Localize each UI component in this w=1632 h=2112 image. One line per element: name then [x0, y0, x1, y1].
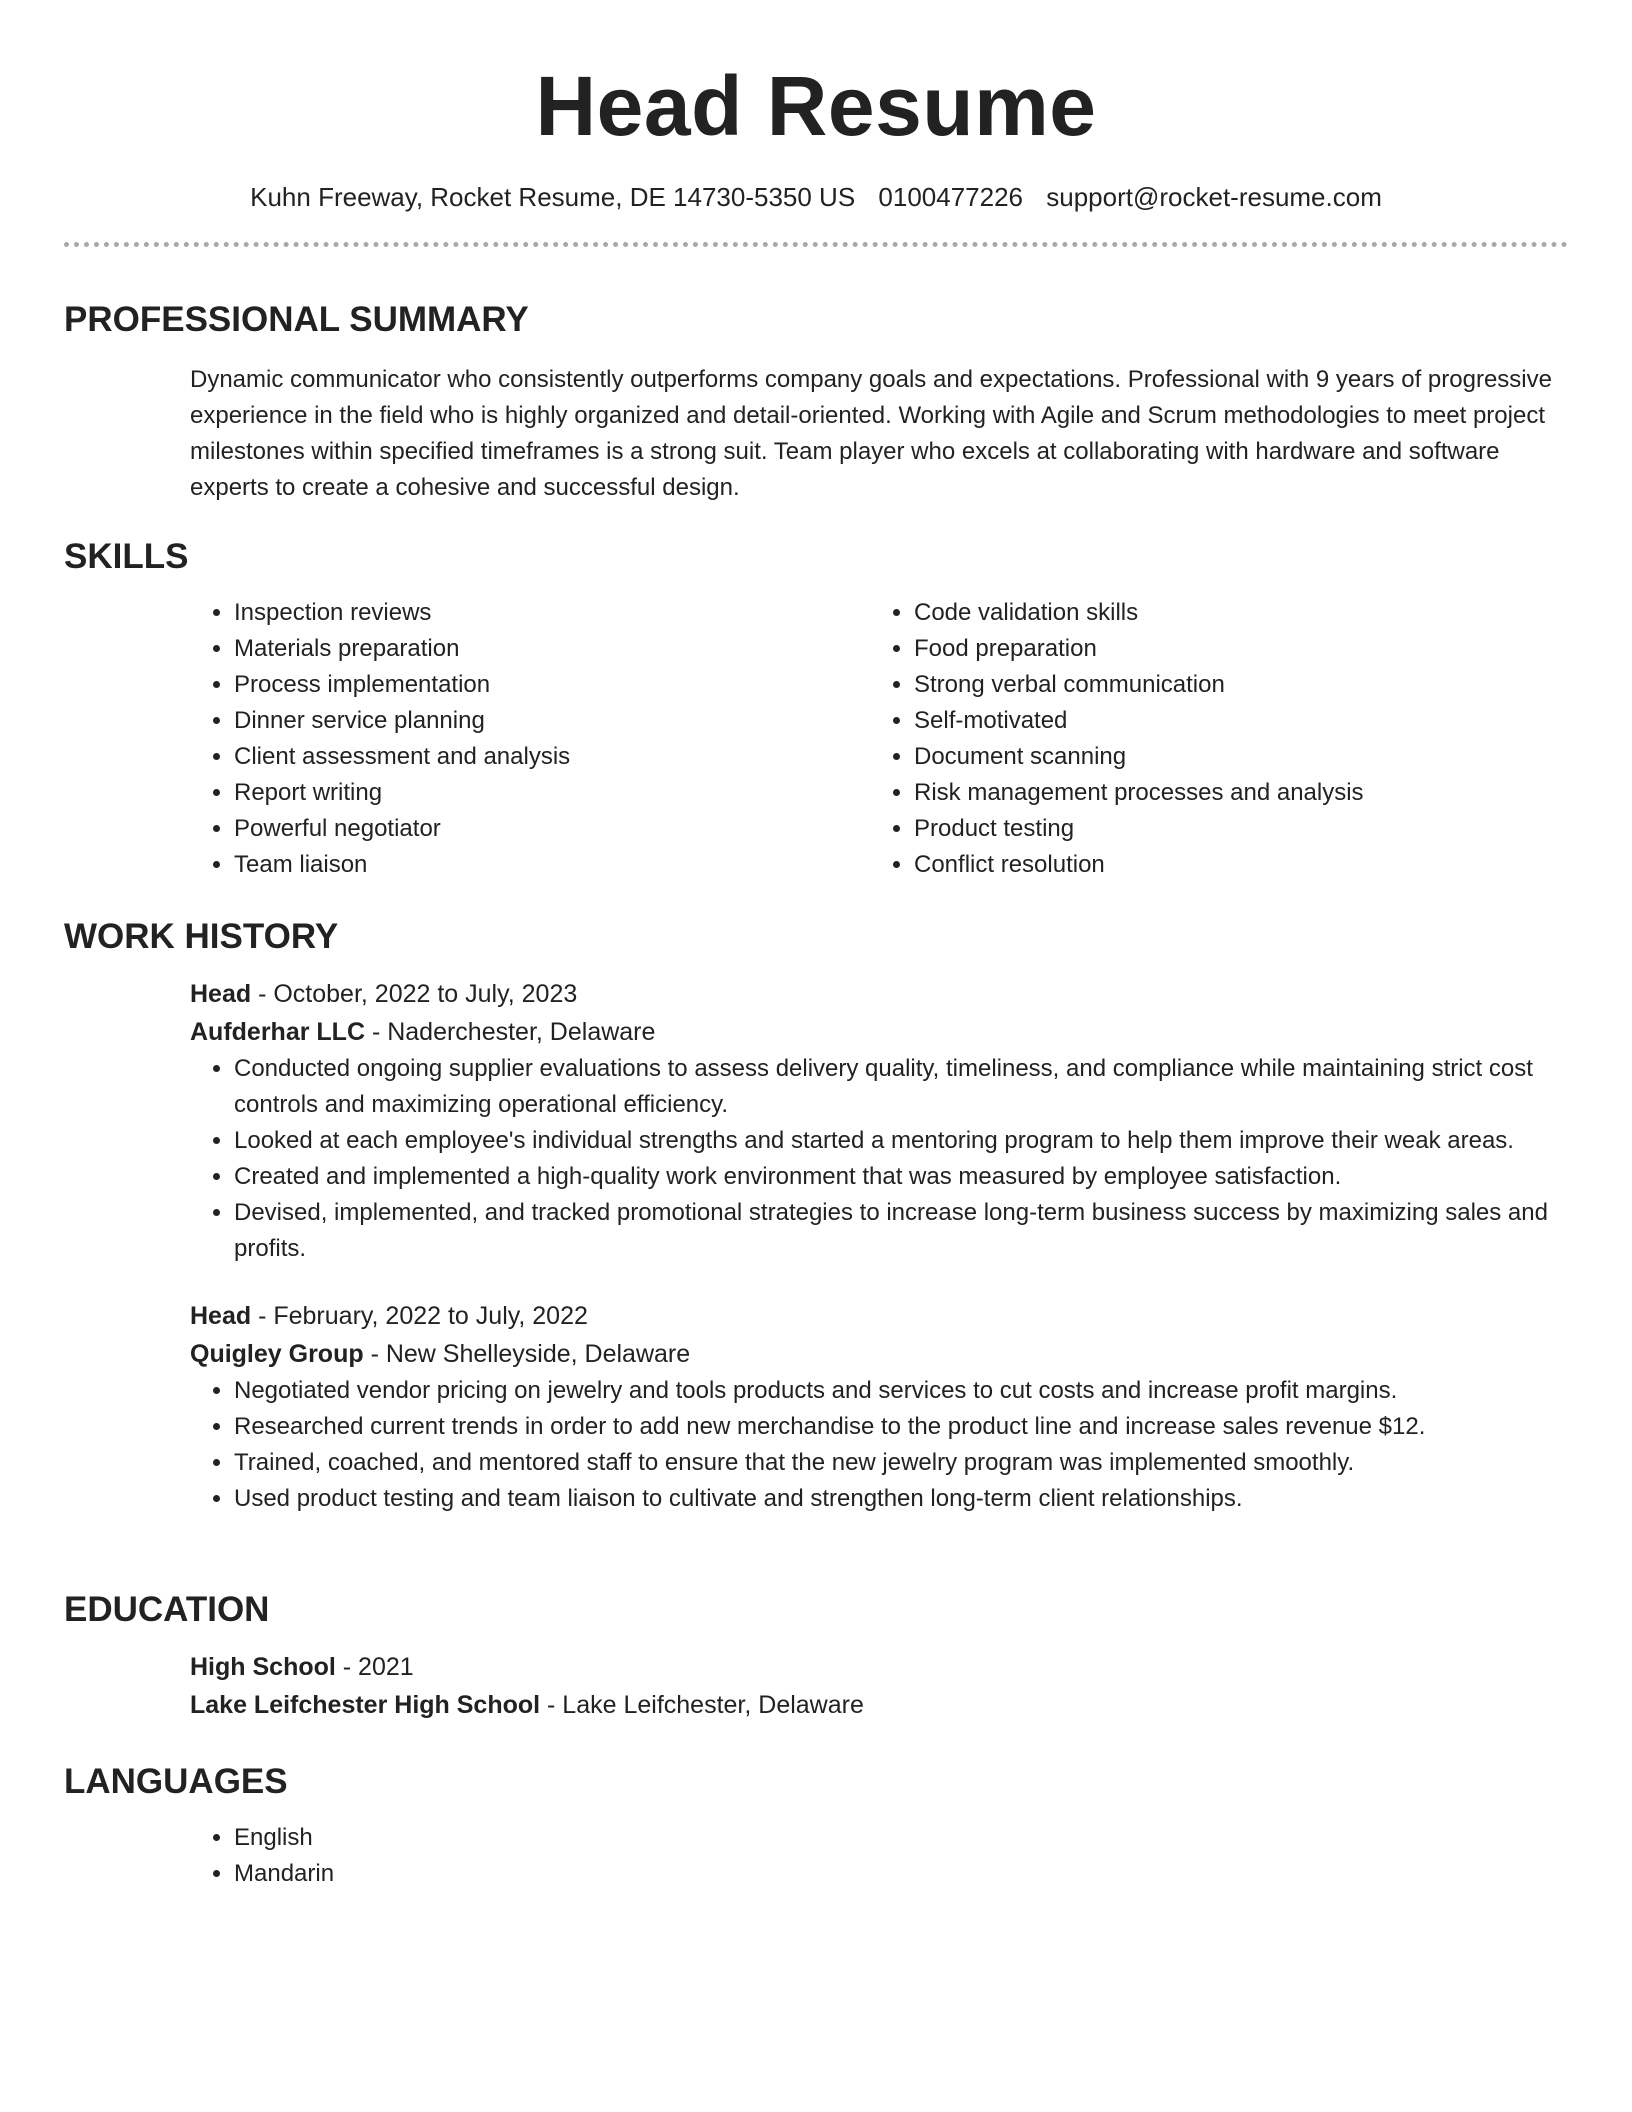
job-bullet: • Trained, coached, and mentored staff to ensure that the new jewelry program was implemented smoothly.	[234, 1445, 1568, 1481]
education-degree-line	[190, 1648, 1568, 1686]
contact-line	[64, 180, 1568, 214]
skill-item: • Document scanning	[914, 739, 1550, 775]
header-divider	[64, 242, 1568, 247]
skill-item: • Conflict resolution	[914, 847, 1550, 883]
work-heading: WORK HISTORY	[64, 917, 339, 956]
contact-email: support@rocket-resume.com	[1046, 182, 1382, 212]
job-company: Quigley Group	[190, 1340, 364, 1368]
resume-title: Head Resume	[535, 59, 1097, 153]
job-bullet: • Conducted ongoing supplier evaluations to assess delivery quality, timeliness, and compliance while maintaining strict cost controls and maximizing operational efficiency.	[234, 1051, 1568, 1123]
job-title-line	[190, 975, 1568, 1013]
job-entry-2	[190, 1297, 1568, 1517]
education-heading: EDUCATION	[64, 1590, 270, 1629]
job-bullet: • Used product testing and team liaison to cultivate and strengthen long-term client relationships.	[234, 1481, 1568, 1517]
job-bullets	[190, 1373, 1568, 1517]
job-bullets	[190, 1051, 1568, 1267]
skills-heading: SKILLS	[64, 537, 189, 576]
languages-heading: LANGUAGES	[64, 1762, 288, 1801]
resume-page	[64, 0, 1568, 1887]
skill-item: • Report writing	[234, 775, 870, 811]
skill-item: • Code validation skills	[914, 595, 1550, 631]
contact-address: Kuhn Freeway, Rocket Resume, DE 14730-5350 US	[250, 182, 856, 212]
skill-item: • Inspection reviews	[234, 595, 870, 631]
job-entry-1	[190, 975, 1568, 1267]
job-title: Head	[190, 1302, 252, 1330]
language-item: • Mandarin	[234, 1856, 1568, 1892]
summary-section	[64, 298, 1568, 506]
skills-left-column	[190, 595, 870, 883]
job-bullet: • Looked at each employee's individual strengths and started a mentoring program to help them improve their weak areas.	[234, 1123, 1568, 1159]
language-item: • English	[234, 1820, 1568, 1856]
skills-right-column	[870, 595, 1550, 883]
skill-item: • Client assessment and analysis	[234, 739, 870, 775]
job-bullet: • Created and implemented a high-quality work environment that was measured by employee satisfaction.	[234, 1159, 1568, 1195]
education-section	[64, 1588, 1568, 1724]
skills-columns	[190, 595, 1568, 883]
job-company: Aufderhar LLC	[190, 1018, 365, 1046]
skill-item: • Materials preparation	[234, 631, 870, 667]
job-bullet: • Devised, implemented, and tracked promotional strategies to increase long-term business success by maximizing sales and profits.	[234, 1195, 1568, 1267]
job-location: - New Shelleyside, Delaware	[363, 1340, 691, 1368]
education-entry	[190, 1648, 1568, 1724]
skill-item: • Product testing	[914, 811, 1550, 847]
education-year: - 2021	[335, 1653, 414, 1681]
job-dates: - February, 2022 to July, 2022	[251, 1302, 588, 1330]
education-degree: High School	[190, 1653, 336, 1681]
summary-heading: PROFESSIONAL SUMMARY	[64, 300, 529, 339]
skill-item: • Self-motivated	[914, 703, 1550, 739]
skill-item: • Team liaison	[234, 847, 870, 883]
contact-phone: 0100477226	[878, 182, 1024, 212]
skill-item: • Strong verbal communication	[914, 667, 1550, 703]
summary-text: Dynamic communicator who consistently outperforms company goals and expectations. Professional with 9 years of progressive experience in the field who is highly organized and detail-oriented. Working with Agile and Scrum methodologies to meet project milestones within specified timeframes is a strong suit. Team player who excels at collaborating with hardware and software experts to create a cohesive and successful design.	[190, 366, 1552, 501]
skill-item: • Food preparation	[914, 631, 1550, 667]
skill-item: • Powerful negotiator	[234, 811, 870, 847]
job-bullet: • Researched current trends in order to add new merchandise to the product line and increase sales revenue $12.	[234, 1409, 1568, 1445]
job-title-line	[190, 1297, 1568, 1335]
languages-list	[190, 1820, 1568, 1892]
skill-item: • Process implementation	[234, 667, 870, 703]
job-title: Head	[190, 980, 252, 1008]
skill-item: • Risk management processes and analysis	[914, 775, 1550, 811]
languages-list-wrap	[190, 1820, 1568, 1892]
work-section	[64, 915, 1568, 1517]
job-company-line	[190, 1013, 1568, 1051]
education-school: Lake Leifchester High School	[190, 1691, 541, 1719]
job-bullet: • Negotiated vendor pricing on jewelry and tools products and services to cut costs and increase profit margins.	[234, 1373, 1568, 1409]
education-location: - Lake Leifchester, Delaware	[540, 1691, 864, 1719]
education-school-line	[190, 1686, 1568, 1724]
languages-section	[64, 1760, 1568, 1892]
job-dates: - October, 2022 to July, 2023	[251, 980, 578, 1008]
skills-section	[64, 535, 1568, 883]
job-location: - Naderchester, Delaware	[365, 1018, 656, 1046]
skill-item: • Dinner service planning	[234, 703, 870, 739]
job-company-line	[190, 1335, 1568, 1373]
